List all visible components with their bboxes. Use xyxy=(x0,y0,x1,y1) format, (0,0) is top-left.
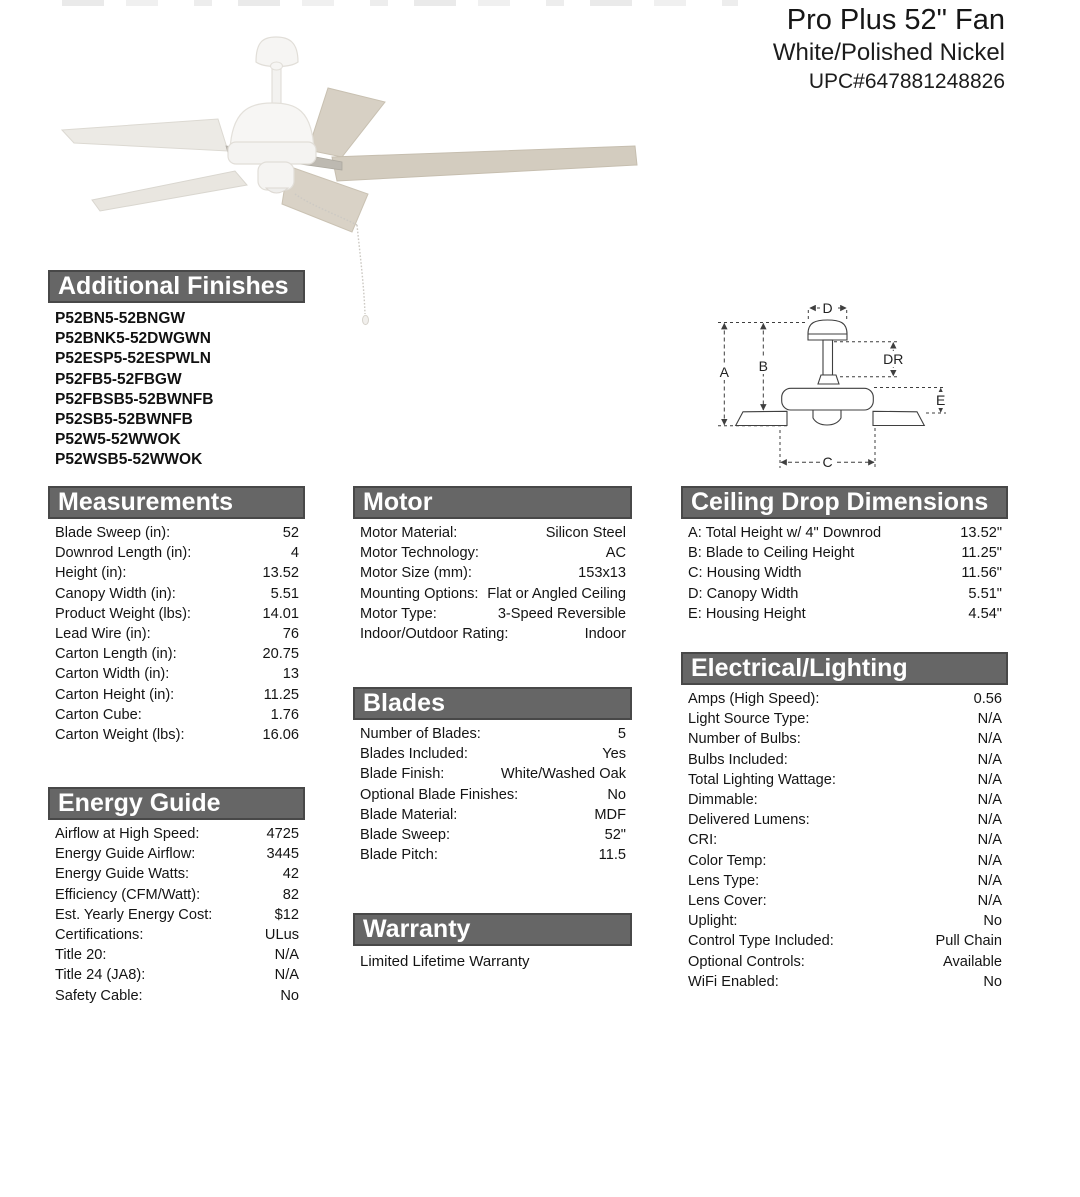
spec-value: 52" xyxy=(604,827,626,844)
spec-label: B: Blade to Ceiling Height xyxy=(688,545,855,562)
spec-value: 11.56" xyxy=(961,565,1002,582)
spec-row xyxy=(681,790,1008,810)
spec-value: 3-Speed Reversible xyxy=(497,605,626,622)
spec-value: 4725 xyxy=(266,826,299,842)
spec-label: Product Weight (lbs): xyxy=(55,605,191,622)
spec-label: Uplight: xyxy=(688,913,738,930)
spec-label: Lead Wire (in): xyxy=(55,626,151,643)
finish-item: P52BN5-52BNGW xyxy=(55,310,186,327)
diagram-label-d: D xyxy=(822,300,833,316)
section-heading-blades: Blades xyxy=(353,687,632,720)
spec-row xyxy=(48,523,305,543)
spec-row xyxy=(48,905,305,925)
spec-row xyxy=(48,965,305,985)
ceiling-drop-dimension-diagram xyxy=(690,280,970,478)
spec-value: 3445 xyxy=(266,846,299,863)
spec-value: 13.52" xyxy=(960,525,1002,541)
spec-value: Indoor xyxy=(584,626,626,643)
spec-value: Silicon Steel xyxy=(545,525,626,541)
spec-label: Title 20: xyxy=(55,947,107,964)
spec-value: No xyxy=(280,987,299,1004)
spec-value: Available xyxy=(943,953,1002,970)
diagram-label-b: B xyxy=(758,358,768,374)
spec-row xyxy=(681,584,1008,604)
spec-row xyxy=(681,830,1008,850)
section-measurements xyxy=(48,486,305,745)
spec-label: E: Housing Height xyxy=(688,605,806,622)
section-motor xyxy=(353,486,632,644)
diagram-label-dr: DR xyxy=(883,351,904,367)
spec-row xyxy=(353,724,632,744)
spec-value: Pull Chain xyxy=(935,933,1002,950)
spec-value: 11.25 xyxy=(263,686,299,703)
spec-label: Light Source Type: xyxy=(688,711,810,728)
spec-row xyxy=(681,709,1008,729)
spec-value: Flat or Angled Ceiling xyxy=(487,585,626,602)
spec-value: N/A xyxy=(274,967,299,984)
spec-label: C: Housing Width xyxy=(688,565,802,582)
spec-row xyxy=(681,770,1008,790)
spec-label: CRI: xyxy=(688,832,718,849)
spec-row xyxy=(353,624,632,644)
spec-row xyxy=(48,604,305,624)
spec-label: Motor Material: xyxy=(360,525,458,541)
spec-label: Carton Width (in): xyxy=(55,666,170,683)
spec-row xyxy=(48,725,305,745)
spec-row xyxy=(353,563,632,583)
spec-value: 13 xyxy=(282,666,299,683)
spec-value: 42 xyxy=(282,866,299,883)
spec-label: Optional Blade Finishes: xyxy=(360,786,519,803)
spec-value: N/A xyxy=(977,731,1002,748)
spec-row xyxy=(681,523,1008,543)
spec-value: 5.51 xyxy=(270,585,299,602)
spec-row xyxy=(48,685,305,705)
section-energy-guide xyxy=(48,787,305,1006)
spec-label: WiFi Enabled: xyxy=(688,973,779,990)
spec-value: ULus xyxy=(264,927,299,944)
spec-label: Energy Guide Airflow: xyxy=(55,846,196,863)
section-heading-additional-finishes: Additional Finishes xyxy=(48,270,305,303)
section-warranty xyxy=(353,913,632,970)
finish-item: P52SB5-52BWNFB xyxy=(55,411,193,429)
spec-row xyxy=(681,931,1008,951)
spec-value: 5 xyxy=(617,726,626,742)
spec-row xyxy=(681,871,1008,891)
spec-label: Indoor/Outdoor Rating: xyxy=(360,626,509,643)
diagram-label-c: C xyxy=(822,454,833,470)
product-title: Pro Plus 52" Fan xyxy=(786,4,1005,36)
spec-row xyxy=(353,764,632,784)
spec-label: Control Type Included: xyxy=(688,933,834,950)
spec-label: Energy Guide Watts: xyxy=(55,866,190,883)
spec-row xyxy=(681,604,1008,624)
spec-value: 4.54" xyxy=(968,605,1002,622)
finish-item: P52WSB5-52WWOK xyxy=(55,451,203,469)
spec-label: Carton Length (in): xyxy=(55,646,177,663)
spec-row xyxy=(48,584,305,604)
spec-row xyxy=(681,750,1008,770)
spec-label: Number of Blades: xyxy=(360,726,481,742)
spec-label: Efficiency (CFM/Watt): xyxy=(55,886,201,903)
finish-item: P52W5-52WWOK xyxy=(55,431,181,449)
fan-blades xyxy=(62,88,637,232)
spec-label: Title 24 (JA8): xyxy=(55,967,146,984)
product-finish: White/Polished Nickel xyxy=(772,39,1005,66)
spec-row xyxy=(48,925,305,945)
spec-row xyxy=(48,705,305,725)
spec-row xyxy=(681,689,1008,709)
spec-value: 20.75 xyxy=(262,646,299,663)
spec-value: No xyxy=(607,786,626,803)
spec-label: Blade Material: xyxy=(360,806,458,823)
spec-row xyxy=(681,911,1008,931)
section-blades xyxy=(353,687,632,865)
finish-list xyxy=(48,303,305,471)
spec-value: N/A xyxy=(977,893,1002,910)
spec-value: N/A xyxy=(977,792,1002,809)
spec-value: N/A xyxy=(977,832,1002,849)
spec-value: 11.25" xyxy=(961,545,1002,562)
spec-value: N/A xyxy=(977,872,1002,889)
section-heading-motor: Motor xyxy=(353,486,632,519)
diagram-label-a: A xyxy=(719,364,729,380)
spec-row xyxy=(681,952,1008,972)
spec-value: N/A xyxy=(977,812,1002,829)
spec-row xyxy=(681,543,1008,563)
spec-row xyxy=(681,891,1008,911)
spec-label: Certifications: xyxy=(55,927,144,944)
spec-label: Total Lighting Wattage: xyxy=(688,771,836,788)
title-block xyxy=(773,4,1005,96)
finish-item: P52FBSB5-52BWNFB xyxy=(55,390,214,408)
spec-value: 76 xyxy=(282,626,299,643)
warranty-text: Limited Lifetime Warranty xyxy=(360,953,530,970)
finish-item: P52BNK5-52DWGWN xyxy=(55,330,211,348)
spec-label: Motor Size (mm): xyxy=(360,565,472,582)
spec-label: Motor Type: xyxy=(360,605,437,622)
spec-label: Number of Bulbs: xyxy=(688,731,801,748)
spec-value: 4 xyxy=(290,545,299,562)
spec-value: 52 xyxy=(282,525,299,541)
spec-row xyxy=(353,744,632,764)
spec-row xyxy=(353,604,632,624)
spec-row xyxy=(48,644,305,664)
fan-motor-assembly xyxy=(228,37,316,193)
spec-label: Color Temp: xyxy=(688,852,767,869)
spec-row xyxy=(681,729,1008,749)
spec-label: Amps (High Speed): xyxy=(688,691,820,707)
section-heading-energy-guide: Energy Guide xyxy=(48,787,305,820)
spec-label: Safety Cable: xyxy=(55,987,143,1004)
spec-label: Blade Sweep (in): xyxy=(55,525,171,541)
spec-row xyxy=(48,664,305,684)
section-electrical-lighting xyxy=(681,652,1008,992)
spec-value: N/A xyxy=(977,771,1002,788)
product-upc: UPC#647881248826 xyxy=(808,70,1005,93)
spec-value: 5.51" xyxy=(968,585,1002,602)
spec-row xyxy=(353,523,632,543)
spec-label: Optional Controls: xyxy=(688,953,805,970)
spec-label: A: Total Height w/ 4" Downrod xyxy=(688,525,882,541)
spec-label: Downrod Length (in): xyxy=(55,545,192,562)
section-heading-measurements: Measurements xyxy=(48,486,305,519)
spec-label: Height (in): xyxy=(55,565,127,582)
spec-value: White/Washed Oak xyxy=(500,766,626,783)
spec-row xyxy=(48,844,305,864)
spec-value: 13.52 xyxy=(262,565,299,582)
spec-value: AC xyxy=(605,545,626,562)
spec-row xyxy=(48,824,305,844)
spec-row xyxy=(353,584,632,604)
spec-value: No xyxy=(983,973,1002,990)
spec-row xyxy=(48,864,305,884)
spec-row xyxy=(681,972,1008,992)
spec-value: MDF xyxy=(594,806,626,823)
spec-label: Motor Technology: xyxy=(360,545,479,562)
spec-row xyxy=(48,986,305,1006)
spec-value: 14.01 xyxy=(262,605,299,622)
finish-item: P52ESP5-52ESPWLN xyxy=(55,350,211,368)
spec-value: N/A xyxy=(977,852,1002,869)
spec-value: No xyxy=(983,913,1002,930)
spec-row xyxy=(353,785,632,805)
spec-row xyxy=(681,563,1008,583)
section-additional-finishes xyxy=(48,270,305,471)
spec-label: Est. Yearly Energy Cost: xyxy=(55,906,213,923)
spec-label: Bulbs Included: xyxy=(688,751,788,768)
spec-label: Mounting Options: xyxy=(360,585,479,602)
spec-label: Airflow at High Speed: xyxy=(55,826,200,842)
spec-label: Carton Weight (lbs): xyxy=(55,727,185,744)
spec-label: Blade Finish: xyxy=(360,766,445,783)
spec-row xyxy=(48,563,305,583)
spec-label: Carton Height (in): xyxy=(55,686,175,703)
section-heading-electrical-lighting: Electrical/Lighting xyxy=(681,652,1008,685)
spec-value: 16.06 xyxy=(262,727,299,744)
section-ceiling-drop-dimensions xyxy=(681,486,1008,624)
section-heading-ceiling-drop-dimensions: Ceiling Drop Dimensions xyxy=(681,486,1008,519)
spec-value: $12 xyxy=(274,906,299,923)
spec-label: Canopy Width (in): xyxy=(55,585,176,602)
spec-row xyxy=(681,810,1008,830)
spec-value: N/A xyxy=(274,947,299,964)
spec-label: Blades Included: xyxy=(360,746,468,763)
spec-label: Blade Pitch: xyxy=(360,847,438,864)
spec-value: 11.5 xyxy=(598,847,626,864)
spec-label: D: Canopy Width xyxy=(688,585,799,602)
spec-value: 153x13 xyxy=(578,565,626,582)
spec-label: Lens Type: xyxy=(688,872,760,889)
spec-label: Dimmable: xyxy=(688,792,758,809)
spec-row xyxy=(48,885,305,905)
spec-label: Lens Cover: xyxy=(688,893,767,910)
spec-value: 82 xyxy=(282,886,299,903)
diagram-label-e: E xyxy=(936,392,946,408)
spec-value: Yes xyxy=(602,746,626,763)
spec-label: Blade Sweep: xyxy=(360,827,451,844)
spec-row xyxy=(353,543,632,563)
spec-row xyxy=(353,845,632,865)
spec-row xyxy=(353,805,632,825)
spec-value: N/A xyxy=(977,711,1002,728)
spec-value: 0.56 xyxy=(973,691,1002,707)
spec-row xyxy=(353,825,632,845)
section-heading-warranty: Warranty xyxy=(353,913,632,946)
spec-row xyxy=(48,945,305,965)
finish-item: P52FB5-52FBGW xyxy=(55,370,182,388)
spec-row xyxy=(681,851,1008,871)
spec-value: N/A xyxy=(977,751,1002,768)
spec-row xyxy=(48,543,305,563)
spec-label: Delivered Lumens: xyxy=(688,812,810,829)
spec-value: 1.76 xyxy=(270,706,299,723)
spec-label: Carton Cube: xyxy=(55,706,142,723)
spec-row xyxy=(48,624,305,644)
